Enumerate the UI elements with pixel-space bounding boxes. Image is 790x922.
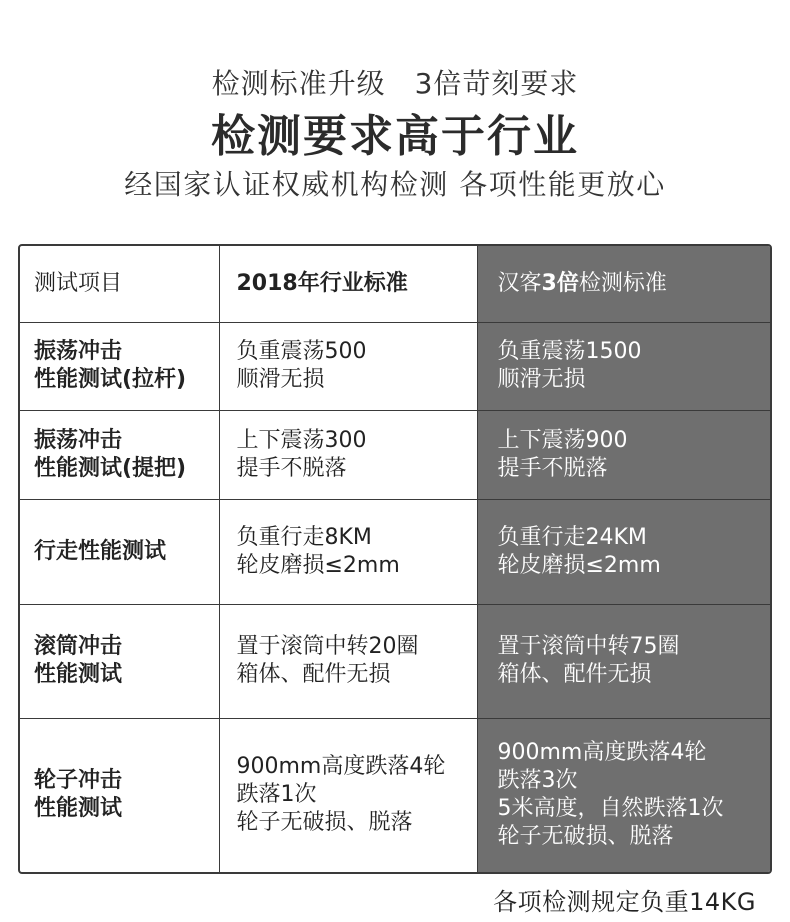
industry-line: 轮皮磨损≤2mm	[236, 552, 400, 578]
test-name-cell	[20, 718, 219, 872]
table-row	[20, 322, 770, 410]
industry-line: 轮子无破损、脱落	[236, 810, 413, 836]
test-name-line: 滚筒冲击	[34, 634, 123, 659]
test-name-line: 性能测试	[34, 796, 123, 822]
brand-name: 汉客	[497, 270, 542, 296]
test-name-cell	[20, 604, 219, 718]
page-headline: 检测要求高于行业	[211, 111, 579, 162]
table-row	[20, 499, 770, 604]
comparison-table	[18, 244, 772, 874]
upgrade-tagline: 检测标准升级 3倍苛刻要求	[211, 67, 579, 100]
industry-line: 负重行走8KM	[236, 524, 372, 550]
test-name-line: 振荡冲击	[34, 427, 123, 453]
industry-standard-cell	[219, 322, 477, 410]
brand-line: 顺滑无损	[497, 367, 586, 392]
industry-standard-cell	[219, 604, 477, 718]
brand-standard-label: 检测标准	[578, 270, 667, 296]
test-name-cell	[20, 322, 219, 410]
industry-line: 负重震荡500	[236, 339, 367, 364]
test-name-line: 性能测试	[34, 662, 123, 687]
table-header-row	[20, 246, 770, 322]
load-footnote: 各项检测规定负重14KG	[493, 888, 756, 916]
brand-line: 5米高度，自然跌落1次	[497, 796, 724, 822]
industry-standard-cell	[219, 718, 477, 872]
test-name-cell	[20, 499, 219, 604]
table-row	[20, 604, 770, 718]
brand-line: 跌落3次	[497, 768, 578, 794]
brand-line: 轮子无破损、脱落	[497, 824, 674, 850]
industry-line: 提手不脱落	[236, 455, 347, 481]
test-name-line: 性能测试(提把)	[34, 455, 187, 481]
industry-standard-cell	[219, 499, 477, 604]
brand-line: 负重震荡1500	[497, 339, 642, 364]
brand-standard-cell	[477, 499, 770, 604]
test-name-line: 行走性能测试	[34, 538, 167, 564]
header-industry-standard: 2018年行业标准	[219, 246, 477, 322]
test-name-line: 轮子冲击	[34, 768, 123, 794]
header-test-item: 测试项目	[20, 246, 219, 322]
brand-standard-cell	[477, 322, 770, 410]
brand-line: 提手不脱落	[497, 455, 608, 481]
brand-standard-cell	[477, 718, 770, 872]
industry-line: 900mm高度跌落4轮	[236, 754, 446, 780]
table-row	[20, 410, 770, 499]
industry-standard-cell	[219, 410, 477, 499]
industry-line: 顺滑无损	[236, 367, 325, 392]
test-name-line: 振荡冲击	[34, 339, 123, 364]
table-row	[20, 718, 770, 872]
brand-line: 上下震荡900	[497, 427, 628, 453]
brand-line: 箱体、配件无损	[497, 662, 652, 687]
brand-line: 置于滚筒中转75圈	[497, 634, 680, 659]
brand-line: 负重行走24KM	[497, 524, 647, 550]
brand-line: 900mm高度跌落4轮	[497, 740, 707, 766]
test-name-line: 性能测试(拉杆)	[34, 367, 187, 392]
header-brand-standard	[477, 246, 770, 322]
brand-line: 轮皮磨损≤2mm	[497, 552, 661, 578]
industry-line: 上下震荡300	[236, 427, 367, 453]
industry-line: 跌落1次	[236, 782, 317, 808]
industry-line: 置于滚筒中转20圈	[236, 634, 419, 659]
brand-standard-cell	[477, 604, 770, 718]
certification-tagline: 经国家认证权威机构检测 各项性能更放心	[124, 168, 666, 201]
test-name-cell	[20, 410, 219, 499]
industry-line: 箱体、配件无损	[236, 662, 391, 687]
brand-multiplier: 3倍	[541, 270, 579, 296]
brand-standard-cell	[477, 410, 770, 499]
